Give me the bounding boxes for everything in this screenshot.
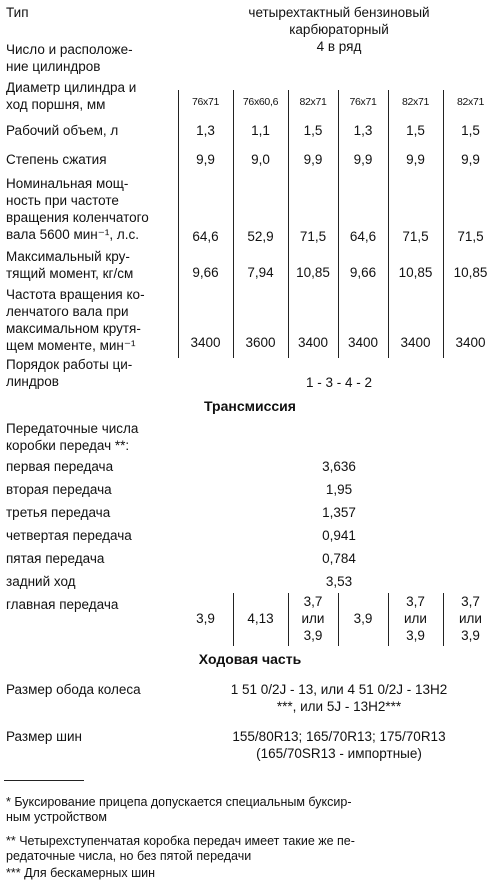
gear-value: 3,53 bbox=[325, 574, 353, 589]
displacement-cell: 1,5 bbox=[406, 123, 425, 138]
footnote-separator bbox=[4, 780, 84, 781]
grid-line bbox=[288, 593, 289, 646]
chassis-title: Ходовая часть bbox=[198, 651, 302, 667]
gear-value: 0,941 bbox=[322, 528, 356, 543]
final-drive-label: главная передача bbox=[6, 597, 119, 612]
compression-cell: 9,0 bbox=[251, 152, 270, 167]
compression-cell: 9,9 bbox=[461, 152, 480, 167]
grid-line bbox=[233, 90, 234, 358]
displacement-cell: 1,5 bbox=[303, 123, 323, 138]
final-drive-cell: 3,9 bbox=[353, 611, 373, 626]
bore-stroke-cell: 76x71 bbox=[191, 96, 220, 108]
bore-stroke-cell: 76x60,6 bbox=[242, 96, 279, 108]
final-drive-cell: 3,7 или 3,9 bbox=[301, 594, 325, 643]
firing-order-label: Порядок работы ци- линдров bbox=[6, 357, 133, 389]
final-drive-cell: 3,7 или 3,9 bbox=[404, 594, 427, 643]
torque-cell: 9,66 bbox=[349, 265, 377, 280]
displacement-cell: 1,5 bbox=[461, 123, 480, 138]
torque-rpm-cell: 3400 bbox=[297, 335, 329, 350]
gear-value: 3,636 bbox=[322, 459, 356, 474]
torque-rpm-cell: 3400 bbox=[400, 335, 431, 350]
torque-rpm-cell: 3400 bbox=[347, 335, 379, 350]
bore-stroke-cell: 82x71 bbox=[456, 96, 485, 108]
torque-cell: 7,94 bbox=[247, 265, 274, 280]
torque-cell: 10,85 bbox=[296, 265, 330, 280]
tire-size-label: Размер шин bbox=[6, 729, 82, 744]
gear-value: 1,357 bbox=[322, 505, 356, 520]
displacement-label: Рабочий объем, л bbox=[6, 123, 119, 138]
transmission-title: Трансмиссия bbox=[204, 398, 296, 414]
cylinders-label: Число и расположе- ние цилиндров bbox=[6, 42, 133, 74]
footnote: * Буксирование прицепа допускается специальным буксир- ным устройством bbox=[6, 795, 352, 824]
gear-value: 0,784 bbox=[322, 551, 356, 566]
compression-cell: 9,9 bbox=[353, 152, 373, 167]
gear-label: пятая передача bbox=[6, 551, 105, 566]
gear-label: задний ход bbox=[6, 574, 76, 589]
power-cell: 64,6 bbox=[349, 229, 377, 244]
power-cell: 71,5 bbox=[402, 229, 429, 244]
rim-size-label: Размер обода колеса bbox=[6, 682, 141, 697]
firing-order-value: 1 - 3 - 4 - 2 bbox=[305, 375, 373, 390]
rim-size-value: 1 51 0/2J - 13, или 4 51 0/2J - 13H2 ***, или 5J - 13H2*** bbox=[230, 682, 448, 714]
grid-line bbox=[178, 90, 179, 358]
grid-line bbox=[388, 90, 389, 358]
gear-label: четвертая передача bbox=[6, 528, 132, 543]
type-label: Тип bbox=[6, 5, 29, 20]
type-value: четырехтактный бензиновый карбюраторный 4 в ряд bbox=[248, 5, 430, 54]
power-cell: 71,5 bbox=[457, 229, 484, 244]
compression-label: Степень сжатия bbox=[6, 152, 107, 167]
torque-cell: 9,66 bbox=[192, 265, 219, 280]
torque-label: Максимальный кру- тящий момент, кг/см bbox=[6, 249, 134, 281]
grid-line bbox=[443, 90, 444, 358]
bore-stroke-cell: 76x71 bbox=[349, 96, 377, 108]
gear-label: вторая передача bbox=[6, 482, 112, 497]
bore-stroke-cell: 82x71 bbox=[299, 96, 327, 108]
torque-rpm-label: Частота вращения ко- ленчатого вала при максимальном крутя- щем моменте, мин⁻¹ bbox=[6, 287, 145, 353]
displacement-cell: 1,1 bbox=[251, 123, 270, 138]
grid-line bbox=[338, 90, 339, 358]
gear-ratios-intro: Передаточные числа коробки передач **: bbox=[6, 421, 139, 453]
bore-stroke-cell: 82x71 bbox=[401, 96, 430, 108]
power-cell: 71,5 bbox=[299, 229, 327, 244]
power-cell: 64,6 bbox=[192, 229, 219, 244]
footnote: ** Четырехступенчатая коробка передач имеет такие же пе- редаточные числа, но без пятой передачи bbox=[6, 834, 355, 863]
displacement-cell: 1,3 bbox=[196, 123, 215, 138]
gear-value: 1,95 bbox=[325, 482, 353, 497]
compression-cell: 9,9 bbox=[196, 152, 215, 167]
grid-line bbox=[443, 593, 444, 646]
gear-label: третья передача bbox=[6, 505, 111, 520]
torque-cell: 10,85 bbox=[398, 265, 433, 280]
tire-size-value: 155/80R13; 165/70R13; 175/70R13 (165/70SR13 - импортные) bbox=[232, 729, 446, 761]
displacement-cell: 1,3 bbox=[353, 123, 373, 138]
bore-stroke-label: Диаметр цилиндра и ход поршня, мм bbox=[6, 80, 137, 112]
grid-line bbox=[338, 593, 339, 646]
power-label: Номинальная мощ- ность при частоте вращения коленчатого вала 5600 мин⁻¹, л.с. bbox=[6, 176, 149, 242]
grid-line bbox=[388, 593, 389, 646]
power-cell: 52,9 bbox=[247, 229, 274, 244]
torque-cell: 10,85 bbox=[453, 265, 488, 280]
gear-label: первая передача bbox=[6, 459, 114, 474]
footnote: *** Для бескамерных шин bbox=[6, 866, 156, 880]
final-drive-cell: 3,7 или 3,9 bbox=[459, 594, 482, 643]
torque-rpm-cell: 3600 bbox=[245, 335, 276, 350]
grid-line bbox=[288, 90, 289, 358]
compression-cell: 9,9 bbox=[406, 152, 425, 167]
torque-rpm-cell: 3400 bbox=[455, 335, 486, 350]
torque-rpm-cell: 3400 bbox=[190, 335, 221, 350]
final-drive-cell: 4,13 bbox=[247, 611, 274, 626]
compression-cell: 9,9 bbox=[303, 152, 323, 167]
final-drive-cell: 3,9 bbox=[196, 611, 215, 626]
grid-line bbox=[233, 593, 234, 646]
